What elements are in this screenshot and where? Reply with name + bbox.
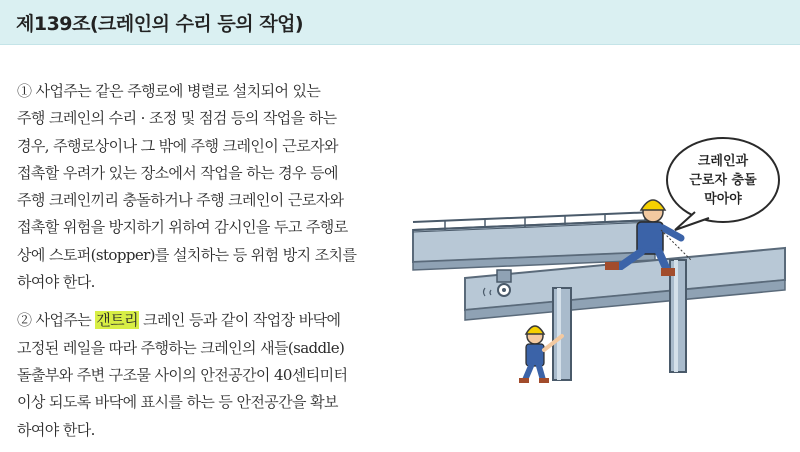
- text-line: 경우, 주행로상이나 그 밖에 주행 크레인이 근로자와: [17, 136, 338, 155]
- section-header: [0, 0, 800, 45]
- text-line: 돌출부와 주변 구조물 사이의 안전공간이 40센티미터: [17, 365, 348, 384]
- text-line: ① 사업주는 같은 주행로에 병렬로 설치되어 있는: [17, 82, 321, 100]
- highlighted-term: 갠트리: [96, 311, 138, 330]
- article-body: [17, 78, 387, 444]
- article-title: 제139조(크레인의 수리 등의 작업): [16, 13, 304, 35]
- text-line: [17, 307, 387, 334]
- crane-girder-top: [413, 212, 655, 270]
- paragraph-1: [17, 78, 387, 296]
- text-line: 주행 크레인끼리 충돌하거나 주행 크레인이 근로자와: [17, 191, 344, 210]
- text-line: 접촉할 우려가 있는 장소에서 작업을 하는 경우 등에: [17, 163, 338, 182]
- text-segment: ② 사업주는: [17, 311, 96, 330]
- crane-illustration: [405, 130, 795, 450]
- text-line: 하여야 한다.: [17, 420, 95, 439]
- text-line: 주행 크레인의 수리 · 조정 및 점검 등의 작업을 하는: [17, 109, 337, 128]
- text-segment: 크레인 등과 같이 작업장 바닥에: [138, 311, 341, 330]
- paragraph-2: [17, 307, 387, 443]
- text-line: 고정된 레일을 따라 주행하는 크레인의 새들(saddle): [17, 338, 345, 357]
- speech-text-line: 크레인과: [697, 154, 749, 169]
- speech-text-line: 막아야: [704, 192, 742, 207]
- text-line: 하여야 한다.: [17, 273, 95, 292]
- text-line: 상에 스토퍼(stopper)를 설치하는 등 위험 방지 조치를: [17, 245, 357, 264]
- text-line: 접촉할 위험을 방지하기 위하여 감시인을 두고 주행로: [17, 218, 348, 237]
- speech-bubble: [667, 138, 779, 230]
- speech-text-line: 근로자 충돌: [689, 173, 757, 188]
- text-line: 이상 되도록 바닥에 표시를 하는 등 안전공간을 확보: [17, 393, 338, 412]
